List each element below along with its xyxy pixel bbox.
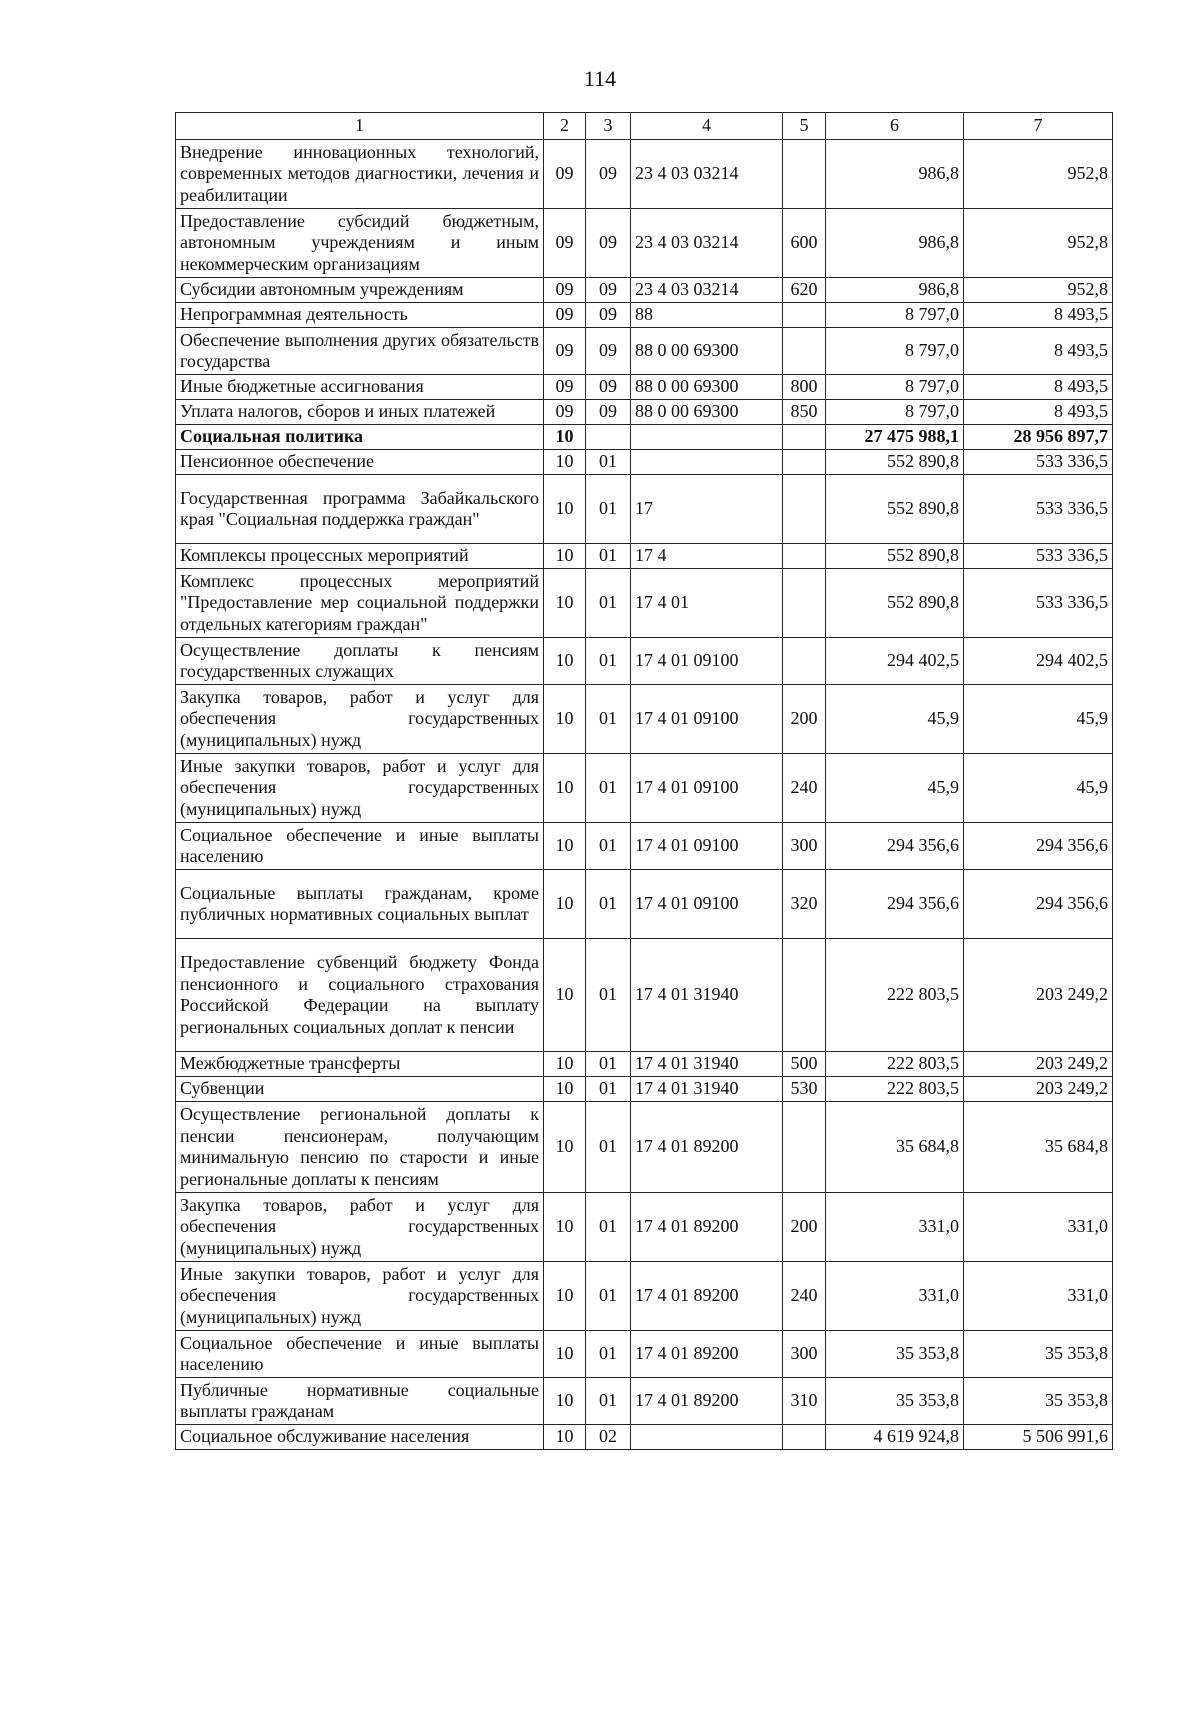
row-amount-7: 294 356,6 [964,870,1113,939]
row-section: 09 [544,278,586,303]
row-amount-6: 27 475 988,1 [826,425,964,450]
table-row [176,450,1113,475]
row-section: 09 [544,400,586,425]
row-expense-type [783,544,826,569]
row-subsection: 01 [586,1077,631,1102]
row-name: Государственная программа Забайкальского края "Социальная поддержка граждан" [176,475,544,544]
row-section: 10 [544,870,586,939]
row-name: Закупка товаров, работ и услуг для обеспечения государственных (муниципальных) нужд [176,1193,544,1262]
row-subsection: 09 [586,303,631,328]
row-section: 10 [544,1262,586,1331]
row-expense-type: 500 [783,1052,826,1077]
table-row [176,375,1113,400]
row-amount-7: 5 506 991,6 [964,1425,1113,1450]
row-target-article [631,450,783,475]
row-amount-7: 45,9 [964,685,1113,754]
row-expense-type [783,140,826,209]
row-name: Предоставление субсидий бюджетным, автономным учреждениям и иным некоммерческим организациям [176,209,544,278]
row-target-article: 88 [631,303,783,328]
row-amount-6: 35 353,8 [826,1378,964,1425]
row-target-article: 17 4 [631,544,783,569]
row-amount-6: 222 803,5 [826,939,964,1052]
row-target-article: 23 4 03 03214 [631,140,783,209]
row-amount-6: 294 402,5 [826,638,964,685]
row-amount-6: 8 797,0 [826,400,964,425]
row-target-article: 17 4 01 09100 [631,823,783,870]
row-amount-7: 45,9 [964,754,1113,823]
row-expense-type: 850 [783,400,826,425]
row-target-article: 17 4 01 09100 [631,685,783,754]
row-name: Пенсионное обеспечение [176,450,544,475]
row-target-article: 17 4 01 09100 [631,638,783,685]
row-amount-6: 294 356,6 [826,823,964,870]
row-amount-7: 203 249,2 [964,939,1113,1052]
row-target-article [631,425,783,450]
row-subsection: 01 [586,475,631,544]
row-subsection: 01 [586,1378,631,1425]
row-expense-type [783,638,826,685]
row-expense-type [783,1102,826,1193]
row-name: Межбюджетные трансферты [176,1052,544,1077]
row-amount-7: 8 493,5 [964,400,1113,425]
table-row [176,400,1113,425]
row-section: 09 [544,375,586,400]
row-name: Социальные выплаты гражданам, кроме публичных нормативных социальных выплат [176,870,544,939]
row-subsection: 09 [586,278,631,303]
row-name: Предоставление субвенций бюджету Фонда пенсионного и социального страхования Российской Федерации на выплату региональных социальных доплат к пенсии [176,939,544,1052]
row-section: 10 [544,685,586,754]
row-expense-type: 240 [783,754,826,823]
row-target-article: 17 [631,475,783,544]
row-section: 10 [544,1425,586,1450]
row-expense-type: 240 [783,1262,826,1331]
row-amount-7: 28 956 897,7 [964,425,1113,450]
row-subsection: 01 [586,1193,631,1262]
row-subsection: 09 [586,328,631,375]
table-row [176,939,1113,1052]
row-amount-6: 4 619 924,8 [826,1425,964,1450]
row-target-article: 17 4 01 89200 [631,1102,783,1193]
row-amount-6: 222 803,5 [826,1052,964,1077]
row-section: 10 [544,1193,586,1262]
row-amount-6: 35 353,8 [826,1331,964,1378]
row-target-article: 17 4 01 09100 [631,754,783,823]
table-row [176,1052,1113,1077]
row-amount-6: 552 890,8 [826,544,964,569]
row-amount-7: 294 356,6 [964,823,1113,870]
row-subsection: 01 [586,1262,631,1331]
table-row [176,1331,1113,1378]
row-subsection [586,425,631,450]
table-row [176,140,1113,209]
row-subsection: 01 [586,1331,631,1378]
row-section: 10 [544,754,586,823]
row-amount-7: 331,0 [964,1193,1113,1262]
row-section: 09 [544,209,586,278]
row-amount-7: 35 353,8 [964,1331,1113,1378]
header-col-2: 2 [544,113,586,140]
row-section: 10 [544,1077,586,1102]
row-subsection: 01 [586,754,631,823]
row-section: 10 [544,1331,586,1378]
row-subsection: 09 [586,209,631,278]
table-row [176,209,1113,278]
row-section: 10 [544,1102,586,1193]
row-target-article: 17 4 01 31940 [631,939,783,1052]
row-expense-type: 530 [783,1077,826,1102]
row-amount-7: 8 493,5 [964,328,1113,375]
row-amount-7: 952,8 [964,140,1113,209]
row-amount-6: 986,8 [826,209,964,278]
table-row [176,1193,1113,1262]
table-row [176,638,1113,685]
row-expense-type [783,425,826,450]
row-section: 10 [544,823,586,870]
row-name: Социальное обслуживание населения [176,1425,544,1450]
row-subsection: 01 [586,939,631,1052]
table-row [176,1378,1113,1425]
row-section: 10 [544,475,586,544]
row-name: Обеспечение выполнения других обязательств государства [176,328,544,375]
row-section: 09 [544,328,586,375]
row-expense-type: 620 [783,278,826,303]
row-subsection: 01 [586,1052,631,1077]
row-subsection: 01 [586,569,631,638]
table-row [176,1425,1113,1450]
row-name: Социальное обеспечение и иные выплаты населению [176,1331,544,1378]
row-amount-6: 986,8 [826,278,964,303]
row-amount-7: 35 353,8 [964,1378,1113,1425]
row-subsection: 01 [586,638,631,685]
row-subsection: 01 [586,823,631,870]
row-expense-type [783,303,826,328]
row-amount-6: 45,9 [826,685,964,754]
table-row [176,569,1113,638]
header-col-4: 4 [631,113,783,140]
row-amount-7: 203 249,2 [964,1052,1113,1077]
row-amount-6: 45,9 [826,754,964,823]
row-expense-type: 300 [783,823,826,870]
row-target-article [631,1425,783,1450]
row-amount-7: 8 493,5 [964,303,1113,328]
row-amount-7: 533 336,5 [964,450,1113,475]
row-amount-7: 533 336,5 [964,569,1113,638]
row-subsection: 09 [586,375,631,400]
row-section: 10 [544,544,586,569]
row-name: Публичные нормативные социальные выплаты гражданам [176,1378,544,1425]
table-header-row [176,113,1113,140]
row-amount-6: 222 803,5 [826,1077,964,1102]
row-target-article: 17 4 01 89200 [631,1262,783,1331]
row-target-article: 88 0 00 69300 [631,375,783,400]
table-row [176,1102,1113,1193]
row-section: 09 [544,303,586,328]
row-amount-6: 552 890,8 [826,475,964,544]
row-amount-6: 331,0 [826,1193,964,1262]
row-amount-6: 8 797,0 [826,328,964,375]
row-amount-6: 294 356,6 [826,870,964,939]
row-section: 10 [544,939,586,1052]
row-subsection: 09 [586,400,631,425]
row-amount-6: 986,8 [826,140,964,209]
row-amount-7: 8 493,5 [964,375,1113,400]
table-row [176,1262,1113,1331]
row-amount-7: 331,0 [964,1262,1113,1331]
row-subsection: 09 [586,140,631,209]
row-target-article: 17 4 01 89200 [631,1331,783,1378]
row-subsection: 01 [586,870,631,939]
row-name: Уплата налогов, сборов и иных платежей [176,400,544,425]
row-expense-type: 800 [783,375,826,400]
row-name: Социальное обеспечение и иные выплаты населению [176,823,544,870]
row-subsection: 01 [586,1102,631,1193]
page-number: 114 [583,66,617,91]
table-row [176,475,1113,544]
row-subsection: 01 [586,685,631,754]
row-expense-type [783,328,826,375]
row-name: Иные бюджетные ассигнования [176,375,544,400]
row-amount-6: 8 797,0 [826,375,964,400]
table-row [176,328,1113,375]
row-amount-7: 203 249,2 [964,1077,1113,1102]
row-name: Субвенции [176,1077,544,1102]
row-name: Непрограммная деятельность [176,303,544,328]
table-row [176,754,1113,823]
row-target-article: 17 4 01 31940 [631,1052,783,1077]
row-name: Внедрение инновационных технологий, современных методов диагностики, лечения и реабилитации [176,140,544,209]
row-target-article: 17 4 01 89200 [631,1193,783,1262]
row-expense-type [783,569,826,638]
row-expense-type: 200 [783,685,826,754]
row-amount-7: 533 336,5 [964,475,1113,544]
row-target-article: 17 4 01 09100 [631,870,783,939]
header-col-6: 6 [826,113,964,140]
budget-table [175,112,1113,1450]
row-amount-7: 294 402,5 [964,638,1113,685]
row-expense-type [783,1425,826,1450]
row-name: Иные закупки товаров, работ и услуг для обеспечения государственных (муниципальных) нужд [176,1262,544,1331]
row-name: Закупка товаров, работ и услуг для обеспечения государственных (муниципальных) нужд [176,685,544,754]
header-col-3: 3 [586,113,631,140]
row-name: Осуществление доплаты к пенсиям государственных служащих [176,638,544,685]
row-target-article: 17 4 01 [631,569,783,638]
row-amount-6: 35 684,8 [826,1102,964,1193]
row-section: 10 [544,1378,586,1425]
row-subsection: 01 [586,450,631,475]
row-amount-7: 533 336,5 [964,544,1113,569]
row-name: Комплекс процессных мероприятий "Предоставление мер социальной поддержки отдельных категориям граждан" [176,569,544,638]
row-name: Субсидии автономным учреждениям [176,278,544,303]
row-amount-6: 552 890,8 [826,569,964,638]
row-subsection: 02 [586,1425,631,1450]
row-section: 10 [544,638,586,685]
table-row [176,278,1113,303]
row-section: 09 [544,140,586,209]
row-expense-type [783,475,826,544]
row-expense-type: 600 [783,209,826,278]
row-expense-type: 200 [783,1193,826,1262]
row-amount-6: 552 890,8 [826,450,964,475]
header-col-5: 5 [783,113,826,140]
header-col-1: 1 [176,113,544,140]
table-row-section-total [176,425,1113,450]
row-amount-6: 8 797,0 [826,303,964,328]
row-section: 10 [544,1052,586,1077]
row-amount-7: 952,8 [964,209,1113,278]
row-amount-7: 35 684,8 [964,1102,1113,1193]
table-row [176,823,1113,870]
row-name: Иные закупки товаров, работ и услуг для обеспечения государственных (муниципальных) нужд [176,754,544,823]
row-amount-7: 952,8 [964,278,1113,303]
row-expense-type [783,939,826,1052]
row-section: 10 [544,569,586,638]
row-section: 10 [544,425,586,450]
table-row [176,303,1113,328]
table-row [176,1077,1113,1102]
row-expense-type: 300 [783,1331,826,1378]
row-target-article: 17 4 01 89200 [631,1378,783,1425]
row-target-article: 23 4 03 03214 [631,278,783,303]
row-target-article: 23 4 03 03214 [631,209,783,278]
row-section: 10 [544,450,586,475]
row-target-article: 17 4 01 31940 [631,1077,783,1102]
row-target-article: 88 0 00 69300 [631,328,783,375]
row-target-article: 88 0 00 69300 [631,400,783,425]
row-name: Комплексы процессных мероприятий [176,544,544,569]
row-name: Социальная политика [176,425,544,450]
table-row [176,685,1113,754]
table-row [176,870,1113,939]
row-amount-6: 331,0 [826,1262,964,1331]
row-expense-type: 310 [783,1378,826,1425]
row-expense-type: 320 [783,870,826,939]
header-col-7: 7 [964,113,1113,140]
row-name: Осуществление региональной доплаты к пенсии пенсионерам, получающим минимальную пенсию по старости и иные региональные доплаты к пенсиям [176,1102,544,1193]
row-expense-type [783,450,826,475]
row-subsection: 01 [586,544,631,569]
table-row [176,544,1113,569]
